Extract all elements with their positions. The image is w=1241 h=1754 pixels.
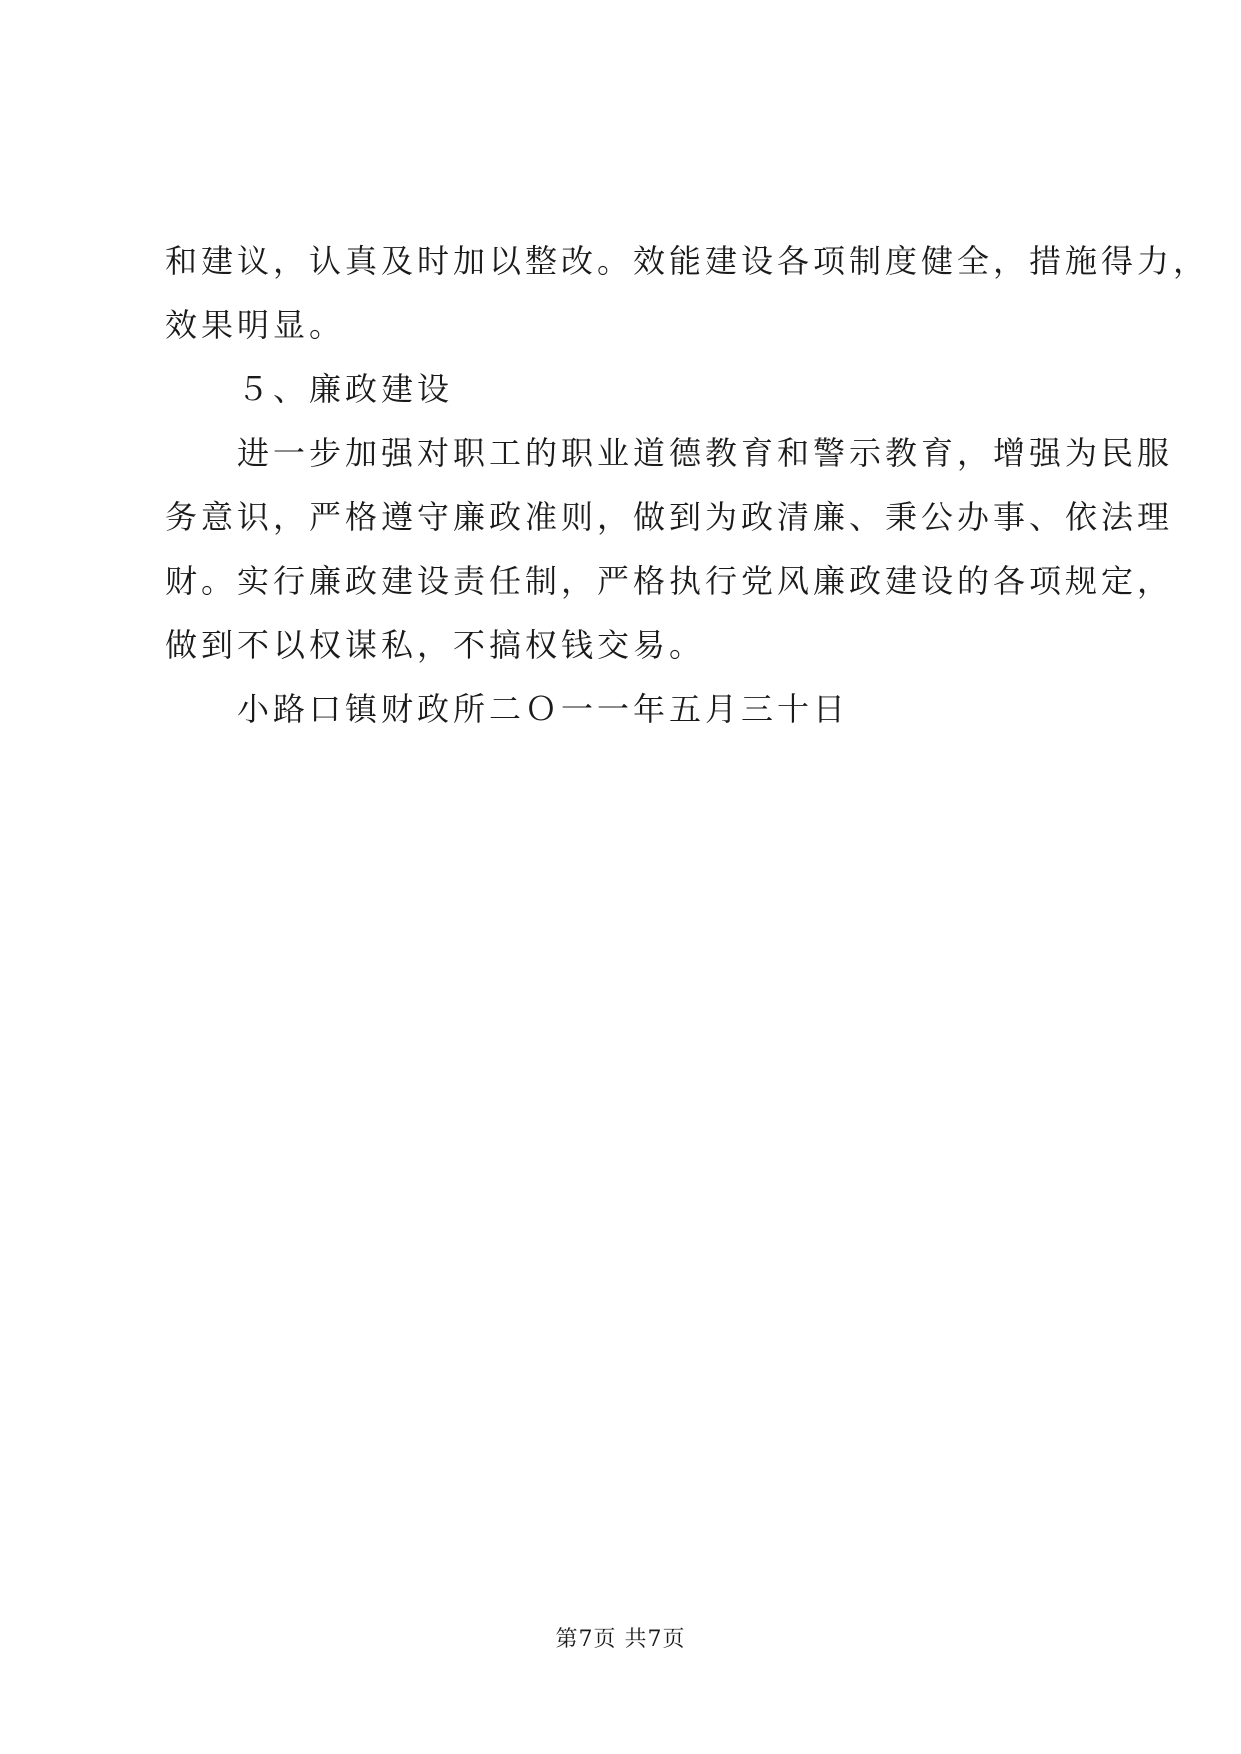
paragraph-continued-line-2: 效果明显。 [165,306,346,344]
paragraph-main-line-2: 务意识，严格遵守廉政准则，做到为政清廉、秉公办事、依法理 [165,498,1174,536]
page-footer: 第7页 共7页 [555,1627,686,1652]
signature-line: 小路口镇财政所二Ｏ一一年五月三十日 [237,690,850,728]
section-heading: ５、廉政建设 [237,370,454,408]
paragraph-continued-line-1: 和建议，认真及时加以整改。效能建设各项制度健全，措施得力， [165,242,1210,280]
document-body [165,229,1210,741]
paragraph-main-line-4: 做到不以权谋私，不搞权钱交易。 [165,626,706,664]
paragraph-main-line-3: 财。实行廉政建设责任制，严格执行党风廉政建设的各项规定， [165,562,1174,600]
paragraph-main-line-1: 进一步加强对职工的职业道德教育和警示教育，增强为民服 [237,434,1174,472]
